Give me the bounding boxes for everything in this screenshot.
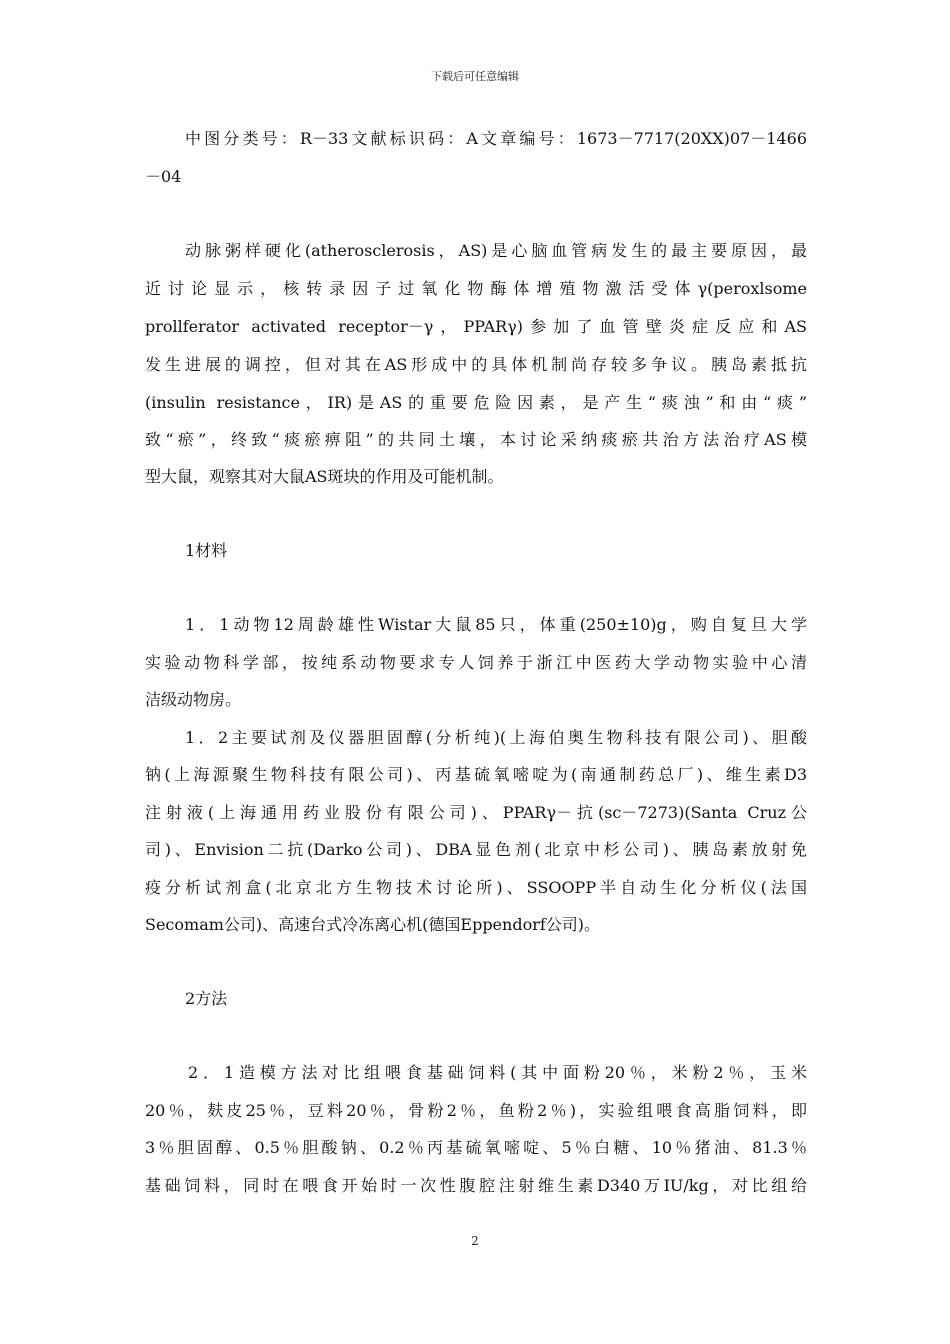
intro-line-6: 致“瘀”，终致“痰瘀痹阻”的共同土壤，本讨论采纳痰瘀共治方法治疗AS模: [145, 430, 807, 449]
section-1-2-line-5: 疫分析试剂盒(北京北方生物技术讨论所)、SSOOPP半自动生化分析仪(法国: [145, 878, 807, 897]
section-1-1-line-1: 1．1动物12周龄雄性Wistar大鼠85只，体重(250±10)g，购自复旦大学: [185, 615, 807, 634]
section-2-1-line-2: 20％，麸皮25％，豆料20％，骨粉2％，鱼粉2％)，实验组喂食高脂饲料，即: [145, 1101, 807, 1120]
classification-line-2: －04: [145, 167, 182, 186]
section-2-1-line-3: 3％胆固醇、0.5％胆酸钠、0.2％丙基硫氧嘧啶、5％白糖、10％猪油、81.3％: [145, 1138, 807, 1157]
section-1-2-line-4: 司)、Envision二抗(Darko公司)、DBA显色剂(北京中杉公司)、胰岛素放射免: [145, 840, 807, 859]
page-number: 2: [471, 1234, 479, 1248]
section-1-2-line-2: 钠(上海源聚生物科技有限公司)、丙基硫氧嘧啶为(南通制药总厂)、维生素D3: [145, 765, 807, 784]
intro-line-5: (insulin resistance，IR)是AS的重要危险因素，是产生“痰浊”和由“痰”: [145, 393, 807, 412]
classification-line-1: 中图分类号：R－33文献标识码：A文章编号：1673－7717(20XX)07－1466: [185, 129, 807, 148]
section-1-1-line-3: 洁级动物房。: [145, 690, 242, 709]
section-1-2-line-6: Secomam公司)、高速台式冷冻离心机(德国Eppendorf公司)。: [145, 915, 601, 934]
page-header: 下载后可任意编辑: [431, 70, 519, 83]
section-2-1-line-4: 基础饲料，同时在喂食开始时一次性腹腔注射维生素D340万IU/kg，对比组给: [145, 1176, 807, 1195]
section-2-heading: 2方法: [185, 989, 228, 1008]
intro-line-2: 近讨论显示，核转录因子过氧化物酶体增殖物激活受体γ(peroxlsome: [145, 279, 807, 298]
section-1-2-line-3: 注射液(上海通用药业股份有限公司)、PPARγ－抗(sc－7273)(Santa Cruz公: [145, 803, 807, 822]
section-1-1-line-2: 实验动物科学部，按纯系动物要求专人饲养于浙江中医药大学动物实验中心清: [145, 653, 807, 672]
intro-line-7: 型大鼠，观察其对大鼠AS斑块的作用及可能机制。: [145, 467, 504, 486]
intro-line-1: 动脉粥样硬化(atherosclerosis，AS)是心脑血管病发生的最主要原因，最: [185, 241, 807, 260]
section-2-1-line-1: 2．1造模方法对比组喂食基础饲料(其中面粉20％，米粉2％，玉米: [188, 1063, 807, 1082]
section-1-2-line-1: 1．2主要试剂及仪器胆固醇(分析纯)(上海伯奥生物科技有限公司)、胆酸: [185, 728, 807, 747]
intro-line-3: prollferator activated receptor－γ，PPARγ)参加了血管壁炎症反应和AS: [145, 317, 807, 336]
section-1-heading: 1材料: [185, 541, 228, 560]
intro-line-4: 发生进展的调控，但对其在AS形成中的具体机制尚存较多争议。胰岛素抵抗: [145, 355, 807, 374]
